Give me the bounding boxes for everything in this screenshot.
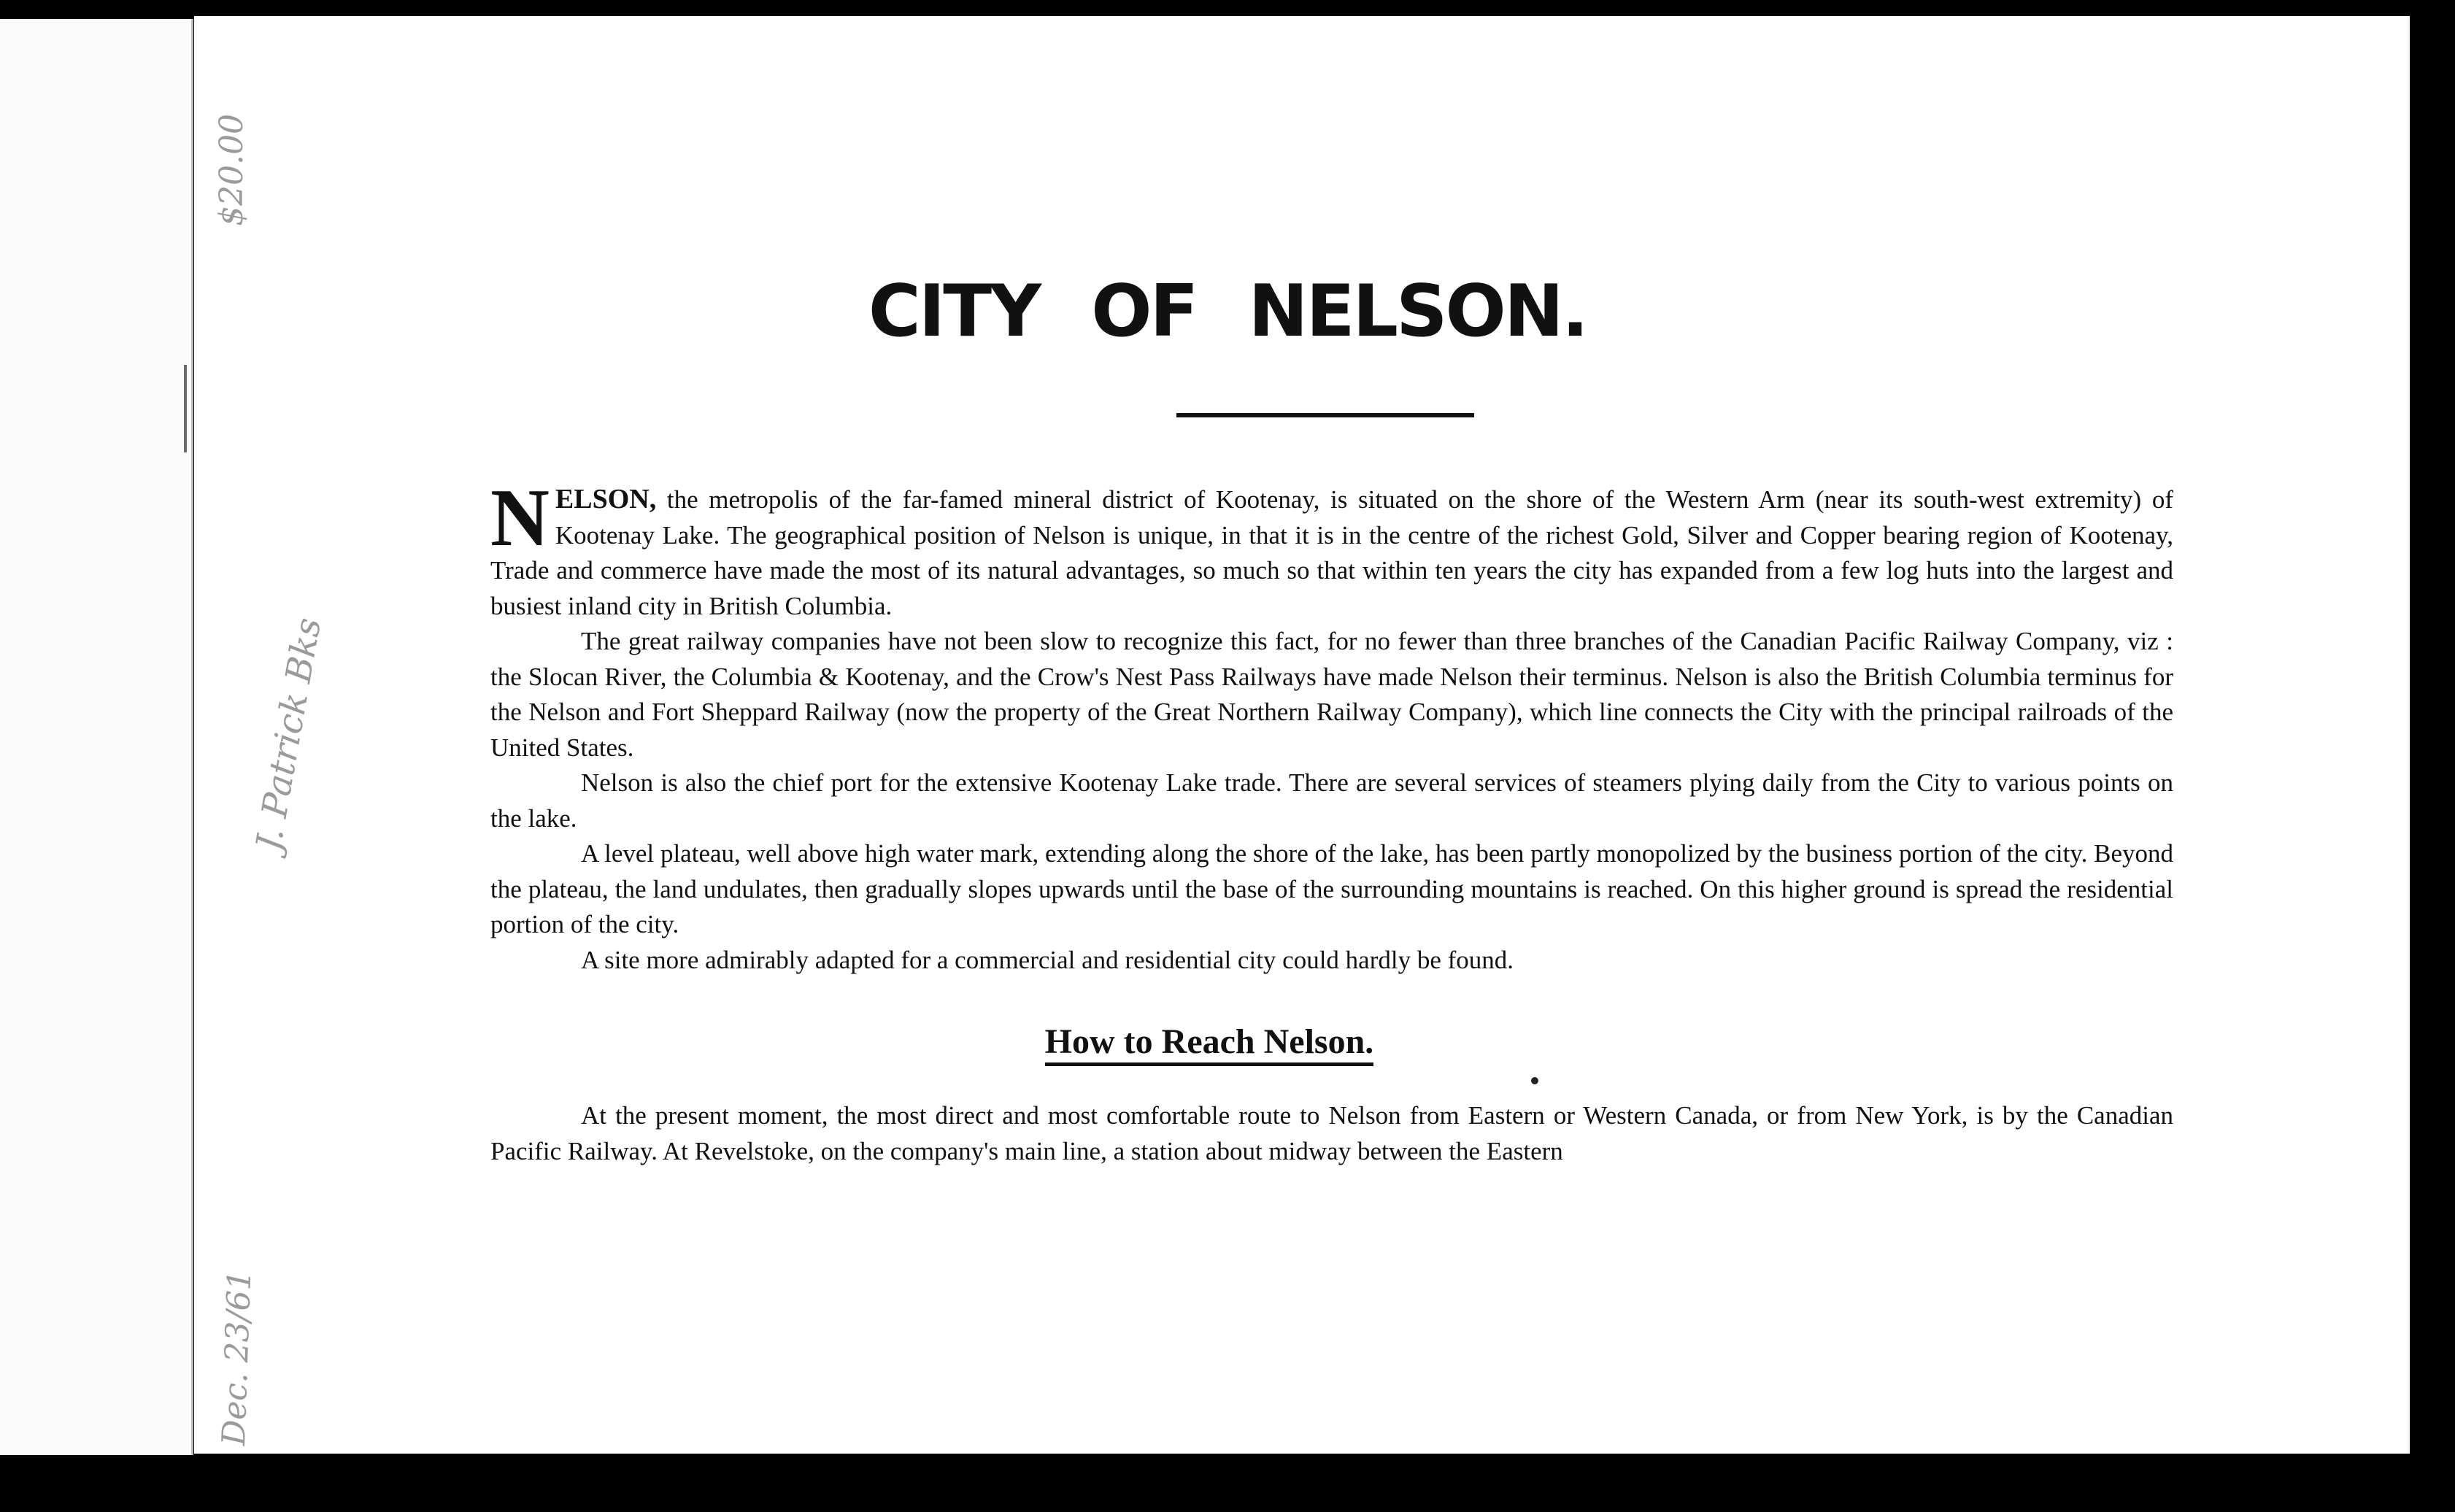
handwritten-bookseller-note: J. Patrick Bks <box>248 614 330 854</box>
lead-word: ELSON, <box>555 484 657 514</box>
title-rule <box>1176 413 1474 417</box>
intro-paragraph-1 <box>490 473 2173 624</box>
section-paragraph: At the present moment, the most direct and most comfortable route to Nelson from Eastern or Western Canada, or from New York, is by the Canadian Pacific Railway. At Revelstoke, on the company's main line, a station about midway between the Eastern <box>490 1101 2173 1165</box>
intro-paragraph-3: Nelson is also the chief port for the extensive Kootenay Lake trade. There are several services of steamers plying daily from the City to various points on the lake. <box>490 768 2173 833</box>
dropcap: N <box>490 473 550 563</box>
paragraph-text: the metropolis of the far-famed mineral district of Kootenay, is situated on the shore of the Western Arm (near its south-west extremity) of Kootenay Lake. The geographical position of Nelson is unique, in that it is in the centre of the richest Gold, Silver and Copper bearing region of Kootenay, Trade and commerce have made the most of its natural advantages, so much so that within ten years the city has expanded from a few log huts into the largest and busiest inland city in British Columbia. <box>490 485 2173 620</box>
intro-paragraph-5: A site more admirably adapted for a commercial and residential city could hardly be found. <box>581 945 1514 974</box>
scan-border-bottom <box>0 1455 2455 1512</box>
page-title: CITY OF NELSON. <box>868 270 1587 353</box>
intro-text <box>490 473 2173 978</box>
ink-speck <box>1531 1077 1538 1084</box>
section-heading-text: How to Reach Nelson. <box>1045 1022 1374 1066</box>
section-heading <box>0 1022 2455 1062</box>
intro-paragraph-2: The great railway companies have not been slow to recognize this fact, for no fewer than three branches of the Canadian Pacific Railway Company, viz : the Slocan River, the Columbia & Kootenay, and the Crow's Nest Pass Railways have made Nelson their terminus. Nelson is also the British Columbia terminus for the Nelson and Fort Sheppard Railway (now the property of the Great Northern Railway Company), which line connects the City with the principal railroads of the United States. <box>490 627 2173 762</box>
intro-paragraph-4: A level plateau, well above high water mark, extending along the shore of the lake, has been partly monopolized by the business portion of the city. Beyond the plateau, the land undulates, then gradually slopes upwards until the base of the surrounding mountains is reached. On this higher ground is spread the residential portion of the city. <box>490 839 2173 938</box>
handwritten-date: Dec. 23/61 <box>215 1269 259 1446</box>
left-leaf <box>0 19 193 1458</box>
page-edge-mark <box>184 365 187 452</box>
handwritten-price: $20.00 <box>213 114 250 226</box>
